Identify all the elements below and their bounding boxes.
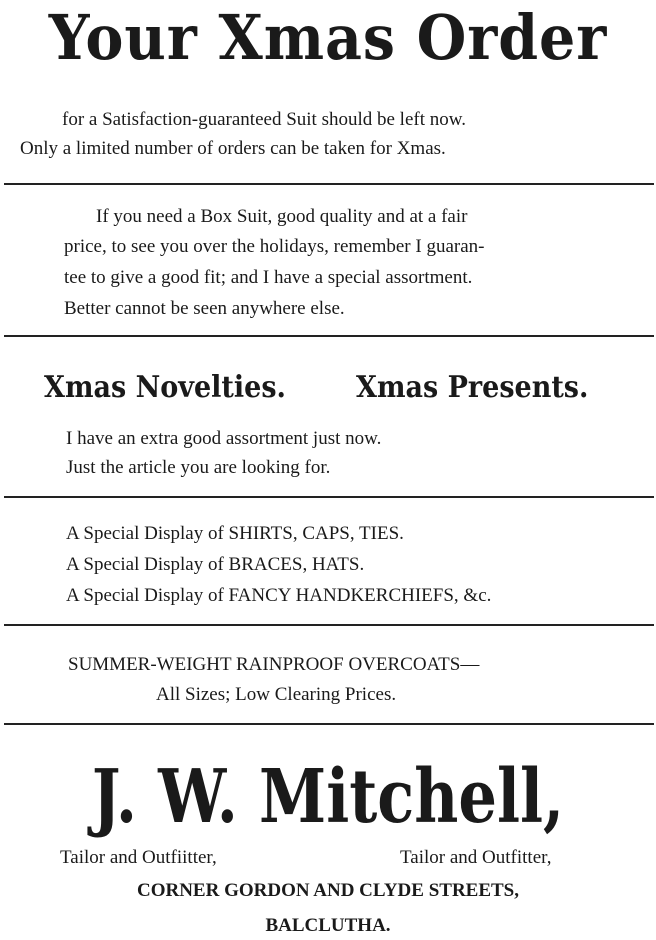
novelties-line-1: I have an extra good assortment just now. bbox=[66, 428, 382, 449]
divider bbox=[4, 496, 654, 498]
box-suit-line-4: Better cannot be seen anywhere else. bbox=[64, 298, 345, 319]
box-suit-line-2: price, to see you over the holidays, remember I guaran- bbox=[64, 236, 485, 257]
intro-line-2: Only a limited number of orders can be taken for Xmas. bbox=[20, 138, 446, 159]
merchant-name: J. W. Mitchell, bbox=[91, 754, 565, 840]
merchant-address: CORNER GORDON AND CLYDE STREETS, bbox=[136, 880, 519, 901]
novelties-line-2: Just the article you are looking for. bbox=[66, 457, 331, 478]
box-suit-line-3: tee to give a good fit; and I have a special assortment. bbox=[64, 267, 473, 288]
overcoats-line-2: All Sizes; Low Clearing Prices. bbox=[156, 684, 397, 705]
display-line-3: A Special Display of FANCY HANDKERCHIEFS, &c. bbox=[66, 585, 492, 606]
merchant-title-right: Tailor and Outfitter, bbox=[400, 847, 552, 868]
divider bbox=[4, 624, 654, 626]
headline: Your Xmas Order bbox=[48, 1, 608, 74]
merchant-title-left: Tailor and Outfiitter, bbox=[60, 847, 217, 868]
display-line-2: A Special Display of BRACES, HATS. bbox=[66, 554, 365, 575]
overcoats-line-1: SUMMER-WEIGHT RAINPROOF OVERCOATS— bbox=[68, 654, 480, 675]
divider bbox=[4, 723, 654, 725]
intro-line-1: for a Satisfaction-guaranteed Suit should be left now. bbox=[62, 109, 466, 130]
presents-heading: Xmas Presents. bbox=[356, 370, 589, 405]
box-suit-line-1: If you need a Box Suit, good quality and at a fair bbox=[96, 206, 468, 227]
divider bbox=[4, 183, 654, 185]
divider bbox=[4, 335, 654, 337]
merchant-town: BALCLUTHA. bbox=[265, 915, 391, 936]
novelties-heading: Xmas Novelties. bbox=[44, 370, 286, 405]
display-line-1: A Special Display of SHIRTS, CAPS, TIES. bbox=[66, 523, 404, 544]
